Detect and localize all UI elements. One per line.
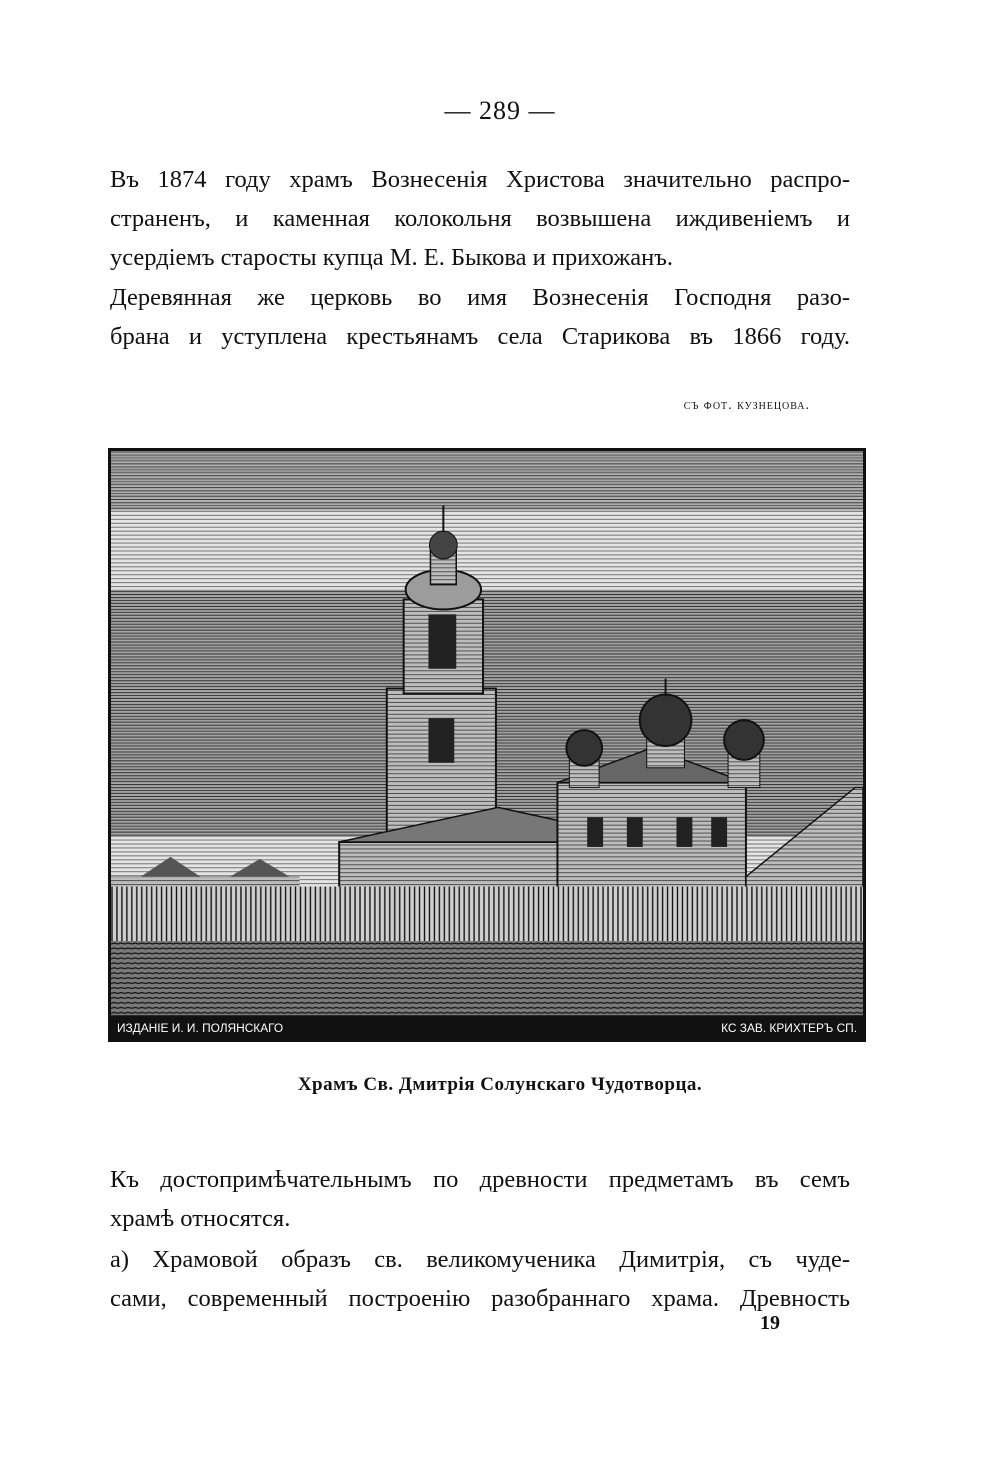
paragraph-3-line: Къ достопримѣчательнымъ по древности предметамъ въ семъ xyxy=(110,1166,850,1193)
paragraph-3-line: храмѣ относятся. xyxy=(110,1205,291,1232)
image-caption: Храмъ Св. Дмитрія Солунскаго Чудотворца. xyxy=(297,1074,703,1095)
paragraph-4-line: а) Храмовой образъ св. великомученика Димитрія, съ чуде- xyxy=(110,1246,850,1273)
paragraph-4 xyxy=(110,1240,850,1318)
paragraph-1-line: усердіемъ старосты купца М. Е. Быкова и прихожанъ. xyxy=(110,244,674,271)
engraver-signature-left: ИЗДАНІЕ И. И. ПОЛЯНСКАГО xyxy=(116,1021,284,1036)
engraving-illustration xyxy=(111,451,863,1039)
paragraph-1-line: Въ 1874 году храмъ Вознесенія Христова значительно распро- xyxy=(110,166,850,193)
paragraph-3 xyxy=(110,1160,850,1238)
page-number: — 289 — xyxy=(444,96,556,125)
paragraph-4-line: сами, современный построенію разобраннаго храма. Древность xyxy=(110,1285,850,1312)
engraver-signature-right: КС ЗАВ. КРИХТЕРЪ СП. xyxy=(721,1021,858,1036)
paragraph-1 xyxy=(110,160,850,277)
paragraph-2 xyxy=(110,278,850,356)
fence xyxy=(111,887,863,946)
photo-credit: съ фот. кузнецова. xyxy=(683,398,810,413)
church-engraving-image xyxy=(108,448,866,1042)
paragraph-2-line: брана и уступлена крестьянамъ села Старикова въ 1866 году. xyxy=(110,323,850,350)
printer-signature-mark: 19 xyxy=(760,1312,780,1334)
paragraph-1-line: страненъ, и каменная колокольня возвышена иждивеніемъ и xyxy=(110,205,850,232)
paragraph-2-line: Деревянная же церковь во имя Вознесенія Господня разо- xyxy=(110,284,850,311)
